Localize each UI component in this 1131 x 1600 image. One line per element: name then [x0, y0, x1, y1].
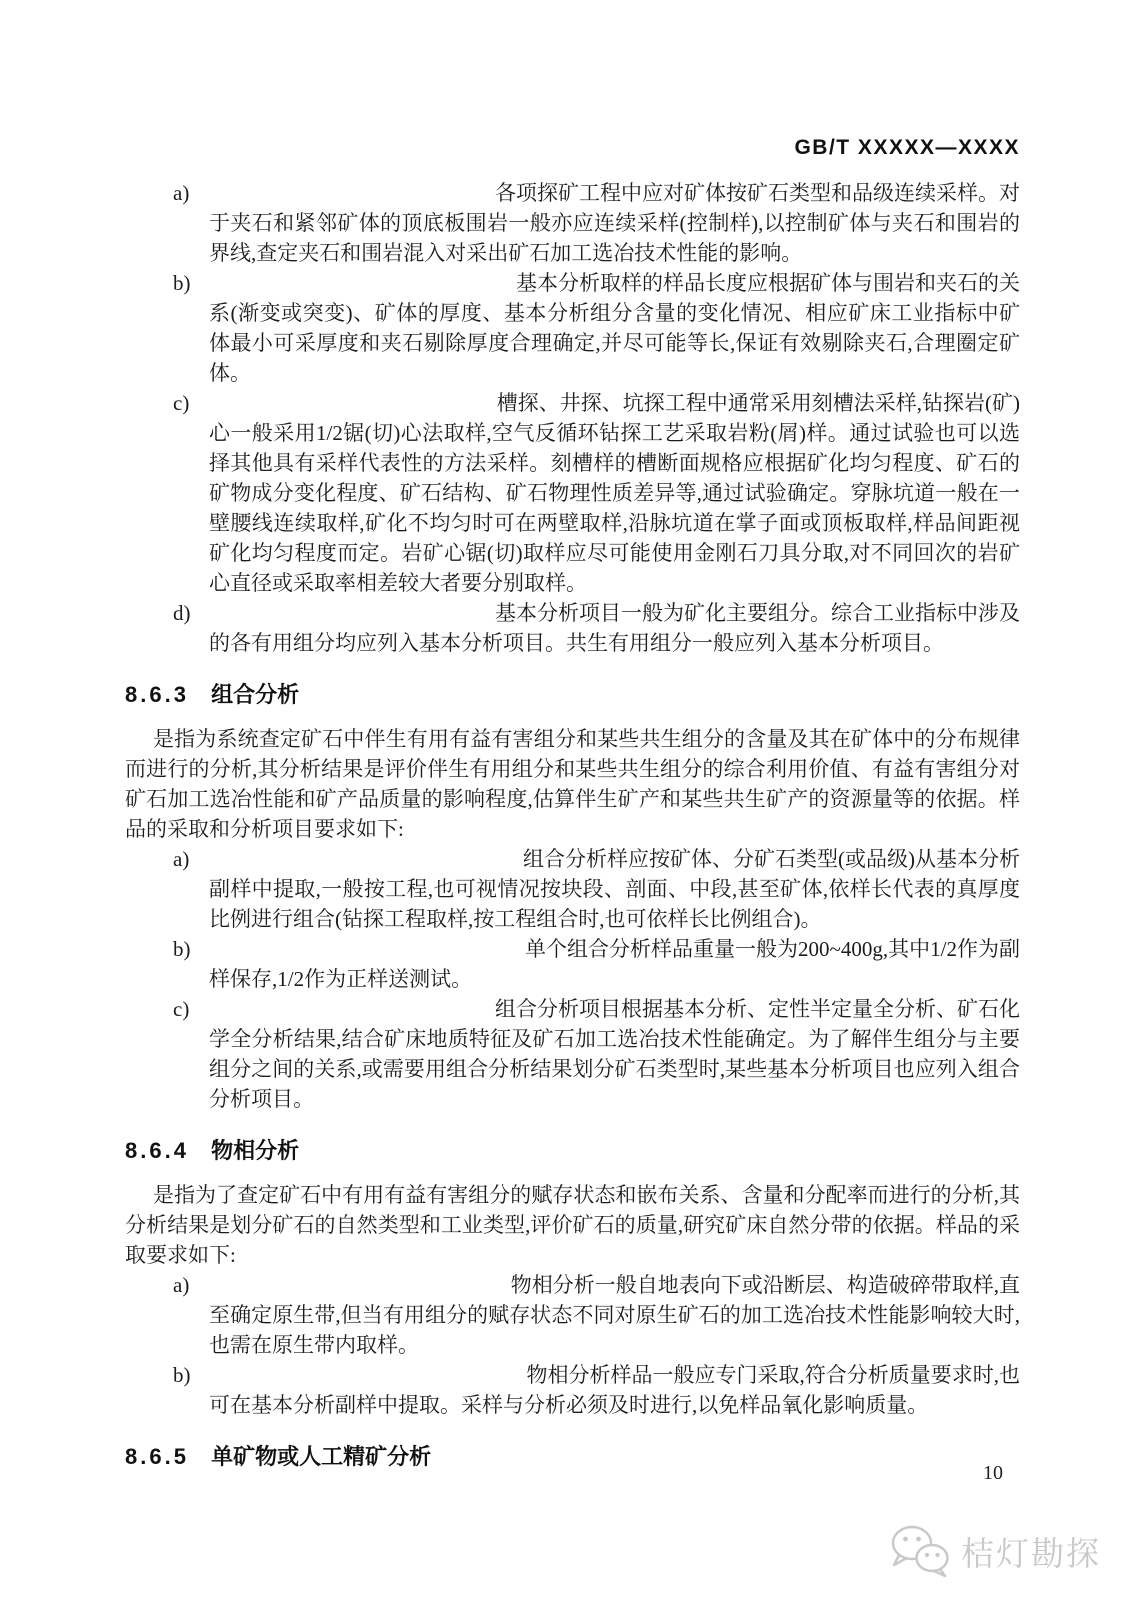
item-first-line: 组合分析样应按矿体、分矿石类型(或品级)从基本分析	[523, 847, 1020, 871]
item-first-row	[125, 934, 1020, 964]
item-first-row	[125, 598, 1020, 628]
watermark	[889, 1524, 1101, 1578]
item-first-row	[125, 178, 1020, 208]
item-body: 于夹石和紧邻矿体的顶底板围岩一般亦应连续采样(控制样),以控制矿体与夹石和围岩的界线,查定夹石和围岩混入对采出矿石加工选冶技术性能的影响。	[209, 211, 1020, 265]
list-item-a	[125, 178, 1020, 268]
doc-code: GB/T XXXXX—XXXX	[794, 136, 1020, 159]
section-8-6-3-intro: 是指为系统查定矿石中伴生有用有益有害组分和某些共生组分的含量及其在矿体中的分布规律而进行的分析,其分析结果是评价伴生有用组分和某些共生组分的综合利用价值、有益有害组分对矿石加工选冶性能和矿产品质量的影响程度,估算伴生矿产和某些共生矿产的资源量等的依据。样品的采取和分析项目要求如下:	[125, 727, 1020, 841]
item-label: b)	[173, 271, 191, 295]
section-number: 8.6.3	[125, 682, 189, 707]
section-title: 单矿物或人工精矿分析	[211, 1444, 432, 1469]
item-first-row	[125, 994, 1020, 1024]
list-item-a	[125, 844, 1020, 934]
item-label: d)	[173, 601, 191, 625]
list-item-b	[125, 268, 1020, 388]
item-label: c)	[173, 391, 190, 415]
list-item-c	[125, 994, 1020, 1114]
watermark-label: 桔灯勘探	[961, 1534, 1101, 1572]
list-item-c	[125, 388, 1020, 598]
item-first-line: 物相分析一般自地表向下或沿断层、构造破碎带取样,直	[510, 1273, 1020, 1297]
item-first-line: 单个组合分析样品重量一般为200~400g,其中1/2作为副	[525, 937, 1020, 961]
item-label: c)	[173, 997, 190, 1021]
item-first-row	[125, 268, 1020, 298]
item-body: 心一般采用1/2锯(切)心法取样,空气反循环钻探工艺采取岩粉(屑)样。通过试验也可以选择其他具有采样代表性的方法采样。刻槽样的槽断面规格应根据矿化均匀程度、矿石的矿物成分变化程度、矿石结构、矿石物理性质差异等,通过试验确定。穿脉坑道一般在一壁腰线连续取样,矿化不均匀时可在两壁取样,沿脉坑道在掌子面或顶板取样,样品间距视矿化均匀程度而定。岩矿心锯(切)取样应尽可能使用金刚石刀具分取,对不同回次的岩矿心直径或采取率相差较大者要分别取样。	[209, 421, 1020, 595]
page-number: 10	[983, 1462, 1003, 1484]
item-label: b)	[173, 1363, 191, 1387]
section-8-6-4-intro: 是指为了查定矿石中有用有益有害组分的赋存状态和嵌布关系、含量和分配率而进行的分析,其分析结果是划分矿石的自然类型和工业类型,评价矿石的质量,研究矿床自然分带的依据。样品的采取要求如下:	[125, 1183, 1020, 1267]
item-first-row	[125, 1270, 1020, 1300]
item-body: 系(渐变或突变)、矿体的厚度、基本分析组分含量的变化情况、相应矿床工业指标中矿体最小可采厚度和夹石剔除厚度合理确定,并尽可能等长,保证有效剔除夹石,合理圈定矿体。	[209, 301, 1020, 385]
section-heading-8-6-5	[125, 1440, 1020, 1471]
list-item-a	[125, 1270, 1020, 1360]
list-item-b	[125, 1360, 1020, 1420]
item-first-line: 基本分析取样的样品长度应根据矿体与围岩和夹石的关	[516, 271, 1020, 295]
top-list	[125, 178, 1020, 658]
item-first-line: 基本分析项目一般为矿化主要组分。综合工业指标中涉及	[495, 601, 1020, 625]
item-body: 至确定原生带,但当有用组分的赋存状态不同对原生矿石的加工选冶技术性能影响较大时,也需在原生带内取样。	[209, 1303, 1020, 1357]
page-content	[125, 136, 1020, 1486]
item-first-row	[125, 388, 1020, 418]
section-heading-8-6-3	[125, 678, 1020, 709]
wechat-icon	[889, 1524, 953, 1578]
section-title: 物相分析	[211, 1138, 300, 1163]
item-first-line: 各项探矿工程中应对矿体按矿石类型和品级连续采样。对	[495, 181, 1020, 205]
list-item-b	[125, 934, 1020, 994]
item-label: a)	[173, 1273, 190, 1297]
section-8-6-3-list	[125, 844, 1020, 1114]
item-first-line: 槽探、井探、坑探工程中通常采用刻槽法采样,钻探岩(矿)	[496, 391, 1020, 415]
section-title: 组合分析	[211, 682, 300, 707]
item-body: 样保存,1/2作为正样送测试。	[209, 967, 473, 991]
section-number: 8.6.5	[125, 1444, 189, 1469]
item-body: 学全分析结果,结合矿床地质特征及矿石加工选冶技术性能确定。为了解伴生组分与主要组分之间的关系,或需要用组合分析结果划分矿石类型时,某些基本分析项目也应列入组合分析项目。	[209, 1027, 1020, 1111]
item-label: a)	[173, 847, 190, 871]
section-8-6-4-list	[125, 1270, 1020, 1420]
item-label: a)	[173, 181, 190, 205]
item-first-row	[125, 844, 1020, 874]
section-heading-8-6-4	[125, 1134, 1020, 1165]
item-first-line: 组合分析项目根据基本分析、定性半定量全分析、矿石化	[495, 997, 1020, 1021]
item-first-line: 物相分析样品一般应专门采取,符合分析质量要求时,也	[526, 1363, 1020, 1387]
item-body: 的各有用组分均应列入基本分析项目。共生有用组分一般应列入基本分析项目。	[209, 631, 944, 655]
list-item-d	[125, 598, 1020, 658]
item-body: 可在基本分析副样中提取。采样与分析必须及时进行,以免样品氧化影响质量。	[209, 1393, 929, 1417]
item-first-row	[125, 1360, 1020, 1390]
item-label: b)	[173, 937, 191, 961]
item-body: 副样中提取,一般按工程,也可视情况按块段、剖面、中段,甚至矿体,依样长代表的真厚度比例进行组合(钻探工程取样,按工程组合时,也可依样长比例组合)。	[209, 877, 1020, 931]
section-number: 8.6.4	[125, 1138, 189, 1163]
